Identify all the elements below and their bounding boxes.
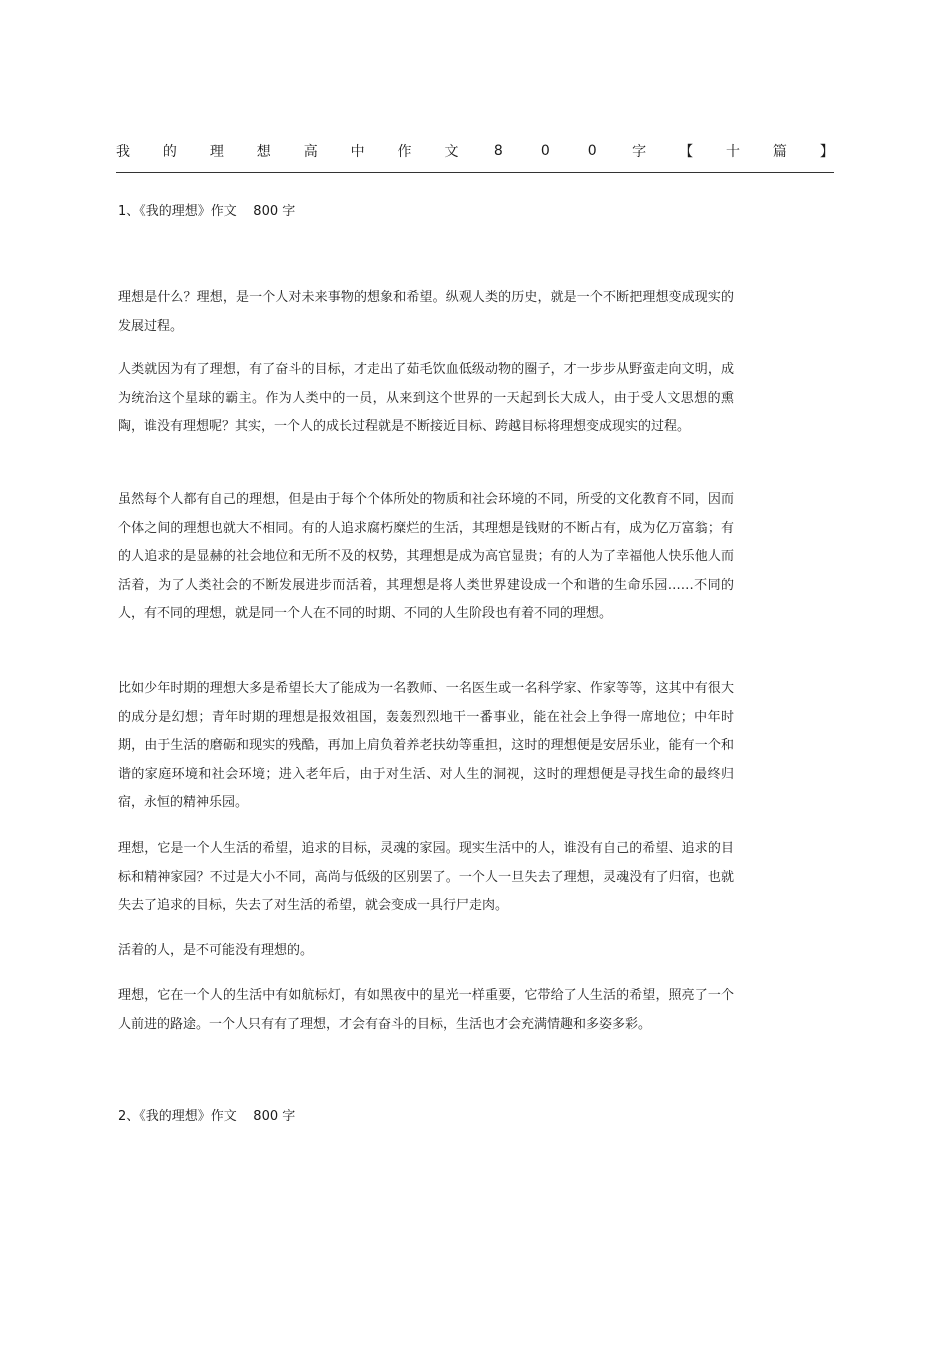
paragraph: 理想，它在一个人的生活中有如航标灯，有如黑夜中的星光一样重要，它带给了人生活的希望，照亮了一个人前进的路途。一个人只有有了理想，才会有奋斗的目标，生活也才会充满情趣和多姿多彩。 <box>118 988 734 1032</box>
title-char: 0 <box>587 143 597 159</box>
paragraph: 活着的人，是不可能没有理想的。 <box>118 943 314 958</box>
section-heading-1: 1、《我的理想》作文 800 字 <box>118 204 296 219</box>
title-char: 想 <box>256 144 271 160</box>
document-title <box>116 139 834 163</box>
title-char: 的 <box>162 144 177 160</box>
title-char: 文 <box>444 144 459 160</box>
title-char: 作 <box>397 144 412 160</box>
title-char: 0 <box>540 143 550 159</box>
section-heading-2: 2、《我的理想》作文 800 字 <box>118 1109 296 1124</box>
title-char: 我 <box>116 144 130 160</box>
title-char: 十 <box>725 144 740 160</box>
title-char: 高 <box>303 144 318 160</box>
paragraph: 理想是什么？理想，是一个人对未来事物的想象和希望。纵观人类的历史，就是一个不断把理想变成现实的发展过程。 <box>118 290 734 334</box>
title-char: 中 <box>350 144 365 160</box>
title-divider <box>116 172 834 173</box>
title-char: 字 <box>632 144 647 160</box>
title-char: 】 <box>819 144 834 160</box>
paragraph: 理想，它是一个人生活的希望，追求的目标，灵魂的家园。现实生活中的人，谁没有自己的希望、追求的目标和精神家园？不过是大小不同，高尚与低级的区别罢了。一个人一旦失去了理想，灵魂没有了归宿，也就失去了追求的目标，失去了对生活的希望，就会变成一具行尸走肉。 <box>118 841 734 914</box>
title-char: 篇 <box>772 144 787 160</box>
title-char: 理 <box>209 144 224 160</box>
title-char: 【 <box>679 144 694 160</box>
paragraph: 比如少年时期的理想大多是希望长大了能成为一名教师、一名医生或一名科学家、作家等等，这其中有很大的成分是幻想；青年时期的理想是报效祖国，轰轰烈烈地干一番事业，能在社会上争得一席地位；中年时期，由于生活的磨砺和现实的残酷，再加上肩负着养老扶幼等重担，这时的理想便是安居乐业，能有一个和谐的家庭环境和社会环境；进入老年后，由于对生活、对人生的洞视，这时的理想便是寻找生命的最终归宿，永恒的精神乐园。 <box>118 681 734 811</box>
title-char: 8 <box>493 143 503 159</box>
paragraph: 人类就因为有了理想，有了奋斗的目标，才走出了茹毛饮血低级动物的圈子，才一步步从野蛮走向文明，成为统治这个星球的霸主。作为人类中的一员，从来到这个世界的一天起到长大成人，由于受人文思想的熏陶，谁没有理想呢？其实，一个人的成长过程就是不断接近目标、跨越目标将理想变成现实的过程。 <box>118 362 734 435</box>
paragraph: 虽然每个人都有自己的理想，但是由于每个个体所处的物质和社会环境的不同，所受的文化教育不同，因而个体之间的理想也就大不相同。有的人追求腐朽糜烂的生活，其理想是钱财的不断占有，成为亿万富翁；有的人追求的是显赫的社会地位和无所不及的权势，其理想是成为高官显贵；有的人为了幸福他人快乐他人而活着，为了人类社会的不断发展进步而活着，其理想是将人类世界建设成一个和谐的生命乐园……不同的人，有不同的理想，就是同一个人在不同的时期、不同的人生阶段也有着不同的理想。 <box>118 492 734 622</box>
